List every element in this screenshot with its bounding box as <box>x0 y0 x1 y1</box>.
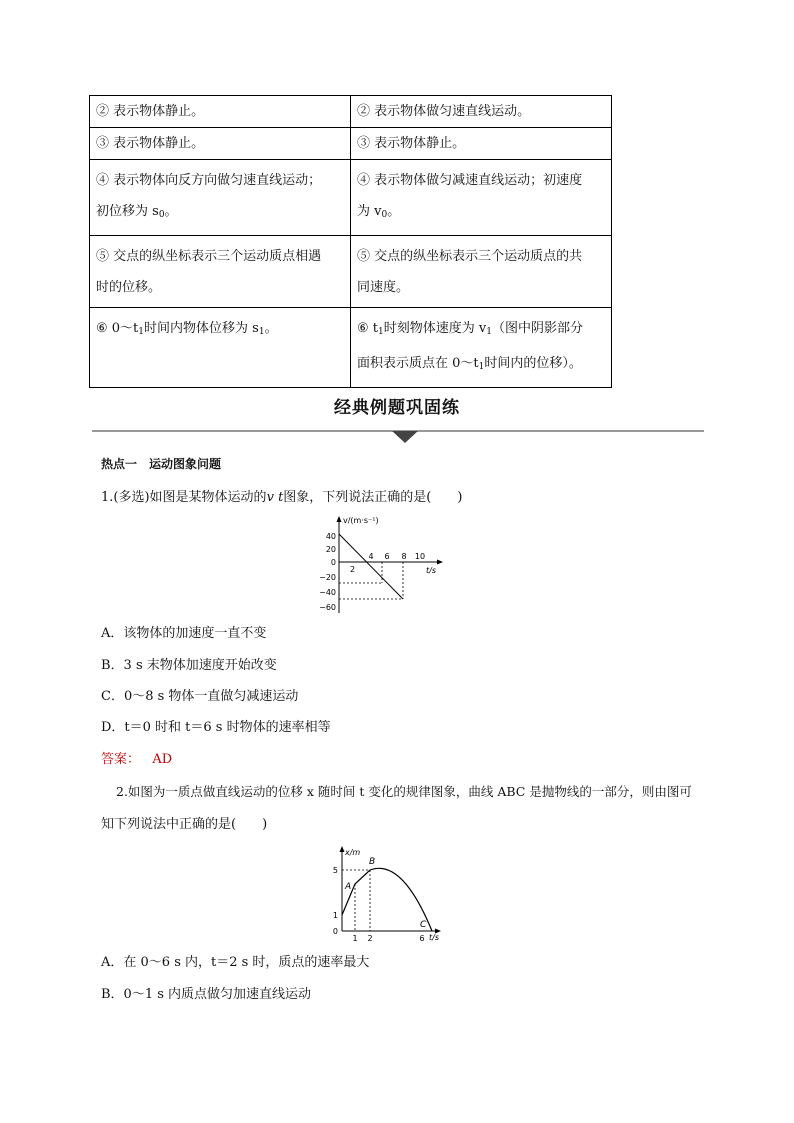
table-cell: ② 表示物体做匀速直线运动。 <box>351 96 612 128</box>
y-tick-label: 40 <box>325 532 336 541</box>
triangle-down-icon <box>392 431 418 443</box>
table-cell: ⑥ $t_1$时刻物体速度为 $v_1$（图中阴影部分 面积表示质点在 $0\sim t_1$时间内的位移）。 <box>351 308 612 388</box>
table-cell: ② 表示物体静止。 <box>90 96 351 128</box>
y-tick-label: 0 <box>330 558 336 567</box>
xt-graph <box>325 843 447 945</box>
x-tick-label: 1 <box>352 934 358 943</box>
y-tick-label: −20 <box>319 573 336 582</box>
point-label: A <box>345 882 352 892</box>
q1-option-b: B．3 s 末物体加速度开始改变 <box>101 658 277 673</box>
table-cell: ④ 表示物体做匀减速直线运动；初速度 为 $v_0$。 <box>351 160 612 236</box>
x-axis-label: t/s <box>426 566 436 575</box>
question-2-stem-cont: 知下列说法中正确的是( ) <box>101 817 268 832</box>
y-tick-label: 0 <box>332 927 338 936</box>
y-axis-label: v/(m·s⁻¹) <box>343 516 379 525</box>
question-1-stem: 1.(多选)如图是某物体运动的v t图象，下列说法正确的是( ) <box>101 490 463 505</box>
table-row <box>90 96 612 128</box>
x-tick-label: 4 <box>368 552 374 561</box>
x-tick-label: 2 <box>350 565 356 574</box>
q1-answer: 答案： AD <box>101 752 173 767</box>
y-tick-label: 1 <box>332 911 338 920</box>
q2-option-b: B．0～1 s 内质点做匀加速直线运动 <box>101 987 312 1002</box>
x-tick-label: 6 <box>419 934 425 943</box>
y-tick-label: 5 <box>332 866 338 875</box>
question-2-stem: 2.如图为一质点做直线运动的位移 x 随时间 t 变化的规律图象，曲线 ABC 是抛物线的一部分，则由图可 <box>116 784 692 799</box>
x-tick-label: 8 <box>401 552 407 561</box>
table-row <box>90 308 612 388</box>
table-cell: ⑤ 交点的纵坐标表示三个运动质点的共 同速度。 <box>351 236 612 308</box>
vt-graph <box>318 513 448 615</box>
x-tick-label: 10 <box>414 552 426 561</box>
y-tick-label: −60 <box>319 603 336 612</box>
table-row <box>90 128 612 160</box>
table-row <box>90 160 612 236</box>
q1-option-a: A．该物体的加速度一直不变 <box>101 626 267 641</box>
q1-option-d: D．t＝0 时和 t＝6 s 时物体的速率相等 <box>101 720 331 735</box>
comparison-table <box>89 95 612 388</box>
table-cell: ⑤ 交点的纵坐标表示三个运动质点相遇 时的位移。 <box>90 236 351 308</box>
x-tick-label: 6 <box>384 552 390 561</box>
table-cell: ③ 表示物体静止。 <box>351 128 612 160</box>
section-title: 经典例题巩固练 <box>334 398 460 418</box>
y-axis-label: x/m <box>345 848 361 857</box>
point-label: C <box>420 920 427 930</box>
q1-option-c: C．0～8 s 物体一直做匀减速运动 <box>101 689 299 704</box>
table-cell: ④ 表示物体向反方向做匀速直线运动； 初位移为 $s_0$。 <box>90 160 351 236</box>
table-row <box>90 236 612 308</box>
point-label: B <box>369 857 376 867</box>
x-axis-label: t/s <box>429 933 439 942</box>
q2-option-a: A．在 0～6 s 内，t＝2 s 时，质点的速率最大 <box>101 955 370 970</box>
hotspot-heading: 热点一 运动图象问题 <box>101 457 222 471</box>
y-tick-label: −40 <box>319 588 336 597</box>
table-cell: ⑥ $0\sim t_1$时间内物体位移为 $s_1$。 <box>90 308 351 388</box>
y-tick-label: 20 <box>325 545 336 554</box>
table-cell: ③ 表示物体静止。 <box>90 128 351 160</box>
x-tick-label: 2 <box>367 934 373 943</box>
